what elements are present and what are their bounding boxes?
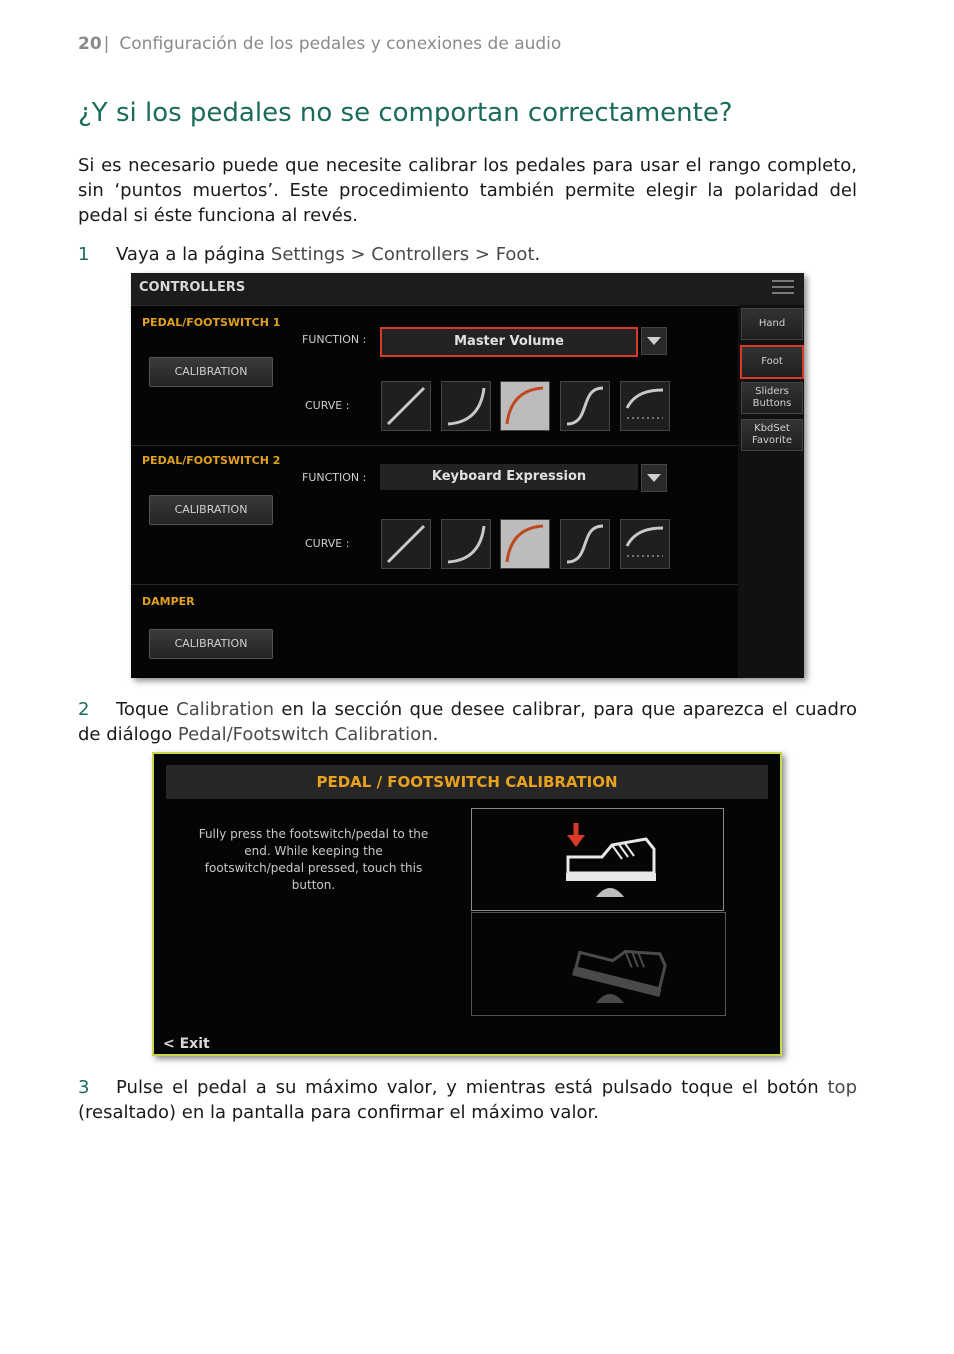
tab-sliders-buttons[interactable] — [741, 382, 803, 414]
step-2-text-2: en la sección que desee calibrar, para que aparezca el cuadro de diálogo — [78, 699, 857, 745]
curve-s-icon[interactable] — [560, 519, 610, 569]
curve-exp-icon-selected[interactable] — [500, 381, 550, 431]
tab-sliders-line1: Sliders — [755, 386, 789, 397]
pedal1-calibration-button[interactable]: CALIBRATION — [149, 357, 273, 387]
pedal1-title: PEDAL/FOOTSWITCH 1 — [142, 316, 281, 329]
damper-title: DAMPER — [142, 595, 195, 608]
curve-s-icon[interactable] — [560, 381, 610, 431]
step-3-text-2: (resaltado) en la pantalla para confirmar el máximo valor. — [78, 1102, 599, 1123]
step-2-number: 2 — [78, 699, 90, 720]
bottom-calibration-button[interactable] — [471, 912, 726, 1016]
running-header — [78, 34, 561, 54]
calibration-instructions: Fully press the footswitch/pedal to the end. While keeping the footswitch/pedal pressed, touch this button. — [198, 827, 429, 892]
pedal2-function-select[interactable]: Keyboard Expression — [380, 464, 638, 490]
step-1-text: Vaya a la página — [116, 244, 271, 265]
pedal2-calibration-button[interactable]: CALIBRATION — [149, 495, 273, 525]
calibration-dialog-title: PEDAL / FOOTSWITCH CALIBRATION — [166, 765, 768, 799]
pedal2-title: PEDAL/FOOTSWITCH 2 — [142, 454, 281, 467]
step-2-highlight-1: Calibration — [176, 699, 275, 720]
top-calibration-button[interactable] — [471, 808, 724, 911]
chevron-down-icon — [647, 337, 661, 345]
step-3-highlight: top — [827, 1077, 857, 1098]
pedal1-dropdown-arrow[interactable] — [641, 327, 667, 355]
curve-linear-icon[interactable] — [381, 381, 431, 431]
step-3-number: 3 — [78, 1077, 90, 1098]
step-1-end: . — [534, 244, 541, 265]
curve-soft-icon[interactable] — [620, 381, 670, 431]
tab-sliders-line2: Buttons — [752, 398, 792, 409]
pedal2-function-label: FUNCTION : — [302, 471, 367, 484]
pedal2-curve-label: CURVE : — [305, 537, 350, 550]
curve-log-icon[interactable] — [441, 519, 491, 569]
pedal2-dropdown-arrow[interactable] — [641, 464, 667, 492]
step-3-text-1: Pulse el pedal a su máximo valor, y mientras está pulsado toque el botón — [116, 1077, 828, 1098]
step-1-path: Settings > Controllers > Foot — [270, 244, 535, 265]
pedal1-curve-label: CURVE : — [305, 399, 350, 412]
section-title: ¿Y si los pedales no se comportan correctamente? — [78, 98, 733, 128]
controllers-title-bar — [131, 273, 804, 306]
tab-hand[interactable]: Hand — [741, 308, 803, 340]
menu-icon[interactable] — [772, 280, 794, 296]
page-number: 20 — [78, 34, 102, 54]
damper-calibration-button[interactable]: CALIBRATION — [149, 629, 273, 659]
step-3 — [78, 1075, 857, 1125]
calibration-dialog-screenshot — [152, 752, 782, 1056]
chevron-down-icon — [647, 474, 661, 482]
step-2-text-3: . — [432, 724, 439, 745]
curve-log-icon[interactable] — [441, 381, 491, 431]
step-1 — [78, 242, 857, 267]
curve-soft-icon[interactable] — [620, 519, 670, 569]
tab-kbdset-line1: KbdSet — [754, 423, 790, 434]
tab-foot[interactable]: Foot — [740, 345, 804, 379]
step-1-number: 1 — [78, 244, 90, 265]
side-tabs — [738, 305, 804, 678]
curve-linear-icon[interactable] — [381, 519, 431, 569]
header-section: Configuración de los pedales y conexiones de audio — [119, 34, 562, 54]
pedal-pressed-icon — [472, 809, 723, 910]
intro-paragraph: Si es necesario puede que necesite calibrar los pedales para usar el rango completo, sin ‘puntos muertos’. Este procedimiento también permite elegir la polaridad del pedal si éste funciona al revés. — [78, 155, 857, 226]
step-2-text-1: Toque — [116, 699, 177, 720]
step-2 — [78, 697, 857, 747]
curve-exp-icon-selected[interactable] — [500, 519, 550, 569]
exit-button[interactable]: < Exit — [163, 1036, 210, 1052]
pedal1-function-select[interactable]: Master Volume — [380, 327, 638, 357]
pedal1-function-label: FUNCTION : — [302, 333, 367, 346]
pedal-released-icon — [472, 913, 725, 1015]
controllers-screenshot — [131, 273, 804, 678]
tab-kbdset-line2: Favorite — [752, 435, 792, 446]
step-2-highlight-2: Pedal/Footswitch Calibration — [177, 724, 433, 745]
controllers-title: CONTROLLERS — [139, 280, 246, 295]
tab-kbdset-favorite[interactable] — [741, 419, 803, 451]
header-separator: | — [103, 34, 110, 54]
